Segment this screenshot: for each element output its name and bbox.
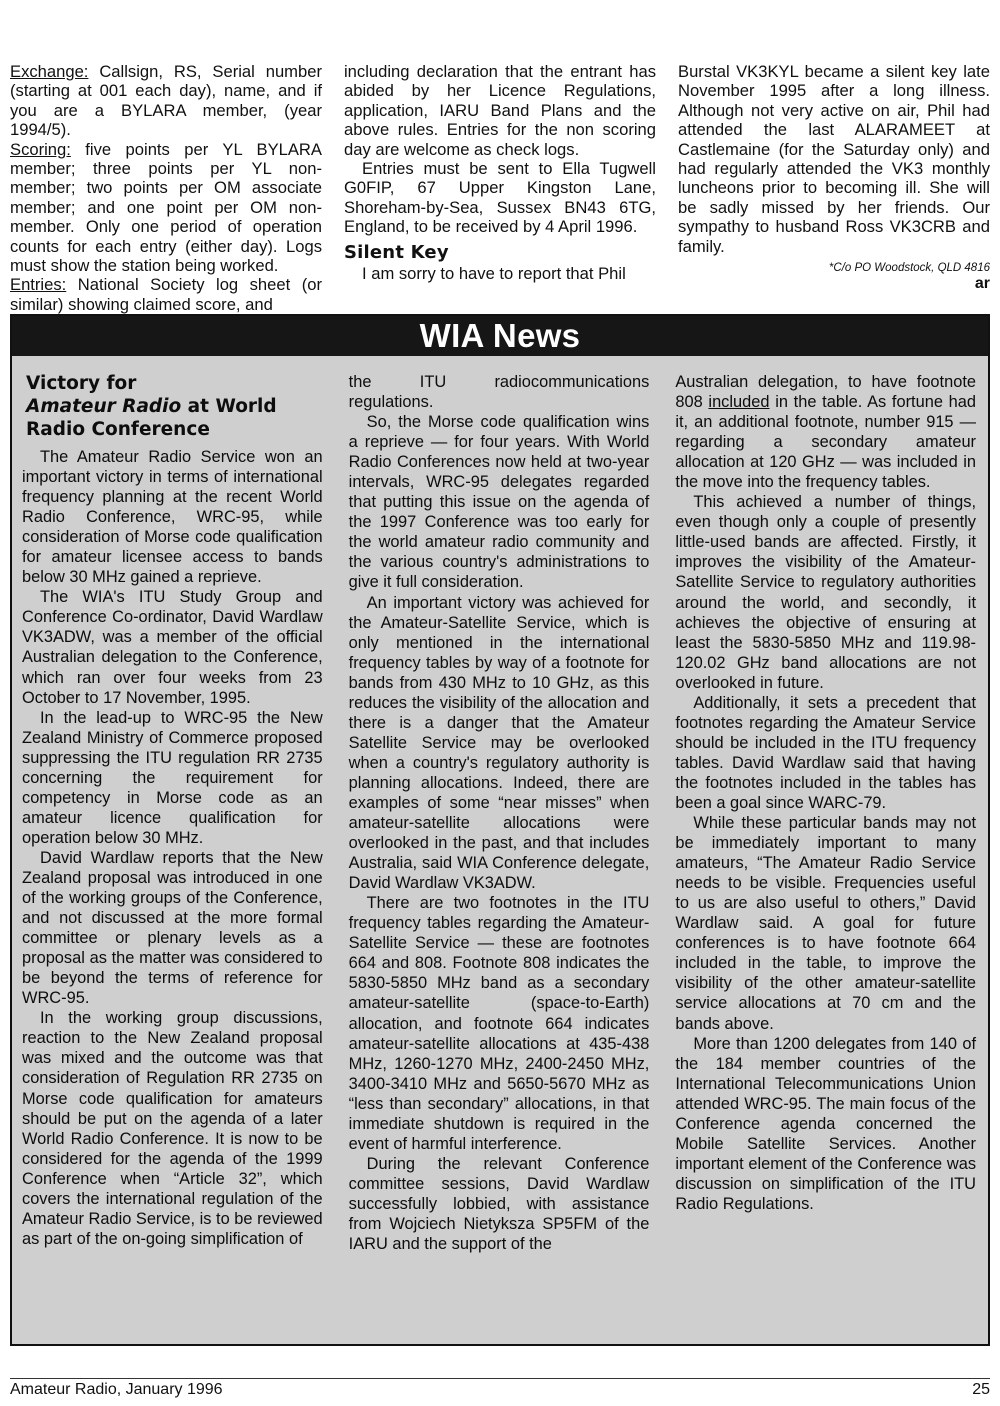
silent-key-paragraph: I am sorry to have to report that Phil [362, 264, 626, 284]
exchange-text: Callsign, RS, Serial number (starting at 001 each day), name, and if you are a BYLARA member, (year 1994/5). [10, 62, 322, 140]
news-paragraph: The WIA's ITU Study Group and Conference Co-ordinator, David Wardlaw VK3ADW, was a member of the official Australian delegation to the Conference, which ran over four weeks from 23 October to 17 November, 1995. [22, 588, 323, 707]
news-paragraph: Additionally, it sets a precedent that footnotes regarding the Amateur Service should be included in the ITU frequency tables. David Wardlaw said that having the footnotes included in the tables has been a goal since WARC-79. [675, 693, 977, 812]
entries-paragraph [10, 275, 322, 314]
footnote-underlined: included [708, 393, 770, 412]
news-column-2 [349, 372, 650, 1338]
entries-label: Entries: [10, 275, 67, 295]
news-paragraph: More than 1200 delegates from 140 of the 184 member countries of the International Telecommunications Union attended WRC-95. The main focus of the Conference agenda concerned the Mobile Satellite Services. Another important element of the Conference was discussion on simplification of the ITU Radio Regulations. [675, 1034, 977, 1213]
news-paragraph: There are two footnotes in the ITU frequency tables regarding the Amateur-Satellite Service — these are footnotes 664 and 808. Footnote 808 indicates the 5830-5850 MHz band as a secondary amateur-satellite (space-to-Earth) allocation, and footnote 664 indicates amateur-satellite allocations at 435-438 MHz, 1260-1270 MHz, 2400-2450 MHz, 3400-3410 MHz and 5650-5670 MHz as “less than secondary” allocations, in that immediate shutdown is required in the event of harmful interference. [348, 894, 650, 1153]
exchange-label: Exchange: [10, 62, 89, 81]
top-column-2 [344, 62, 656, 292]
top-article-columns [10, 62, 990, 314]
footnote-text-b: in the table. As fortune had it, an additional footnote, number 915 — regarding a secondary amateur allocation at 120 GHz — was included in the move into the frequency tables. [675, 393, 977, 492]
news-paragraph: the ITU radiocommunications regulations. [348, 373, 650, 412]
news-paragraph: An important victory was achieved for the Amateur-Satellite Service, which is only mentioned in the international frequency tables by way of a footnote for bands from 430 MHz to 10 GHz, as this reduces the visibility of the allocation and there is a danger that the Amateur Satellite Service may be overlooked when a country's regulatory authority is planning allocations. Indeed, there are examples of some “near misses” when amateur-satellite allocations were overlooked in the past, and that includes Australia, said WIA Conference delegate, David Wardlaw VK3ADW. [348, 593, 650, 893]
footer-publication: Amateur Radio, January 1996 [10, 1381, 223, 1398]
footer-rule [10, 1378, 990, 1379]
heading-rest: at World [181, 396, 277, 417]
entries-text: National Society log sheet (or similar) showing claimed score, and [10, 275, 322, 314]
news-paragraph: The Amateur Radio Service won an important victory in terms of international frequency planning at the recent World Radio Conference, WRC-95, while consideration of Morse code qualification for amateur licensee access to bands below 30 MHz gained a reprieve. [22, 448, 323, 587]
scoring-text: five points per YL BYLARA member; three points per YL non-member; two points per OM associate member; and one point per OM non-member. Only one period of operation counts for each entry (either day). Logs must show the station being worked. [10, 139, 322, 276]
news-paragraph: David Wardlaw reports that the New Zealand proposal was introduced in one of the working groups of the Conference, and not discussed at the more formal committee or plenary levels as a proposal as the matter was considered to be beyond the terms of reference for WRC-95. [22, 848, 323, 1008]
news-paragraph [675, 372, 976, 492]
news-paragraph: While these particular bands may not be immediately important to many amateurs, “The Amateur Radio Service needs to be visible. Frequencies useful to us are also useful to others,” David Wardlaw said. A goal for future conferences is to have footnote 664 included in the table, to improve the visibility of the other amateur-satellite service allocations at 70 cm and the bands above. [675, 814, 977, 1033]
scoring-label: Scoring: [10, 139, 71, 159]
news-paragraph: This achieved a number of things, even though only a couple of presently little-used bands are affected. Firstly, it improves the visibility of the Amateur-Satellite Service to regulatory authorities around the world, and secondly, it achieves the objective of ensuring at least the 5830-5850 MHz and 119.98-120.02 GHz band allocations are not overlooked in future. [675, 493, 977, 692]
wia-news-box [10, 314, 990, 1346]
entries-address-paragraph: Entries must be sent to Ella Tugwell G0FIP, 67 Upper Kingston Lane, Shoreham-by-Sea, Sussex BN43 6TG, England, to be received by 4 April 1996. [344, 159, 656, 237]
news-paragraph: During the relevant Conference committee sessions, David Wardlaw successfully lobbied, with assistance from Wojciech Nietyksza SP5FM of the IARU and the support of the [348, 1154, 650, 1254]
exchange-paragraph [10, 62, 322, 140]
top-column-3 [678, 62, 990, 292]
author-address: *C/o PO Woodstock, QLD 4816 [828, 262, 990, 275]
heading-line-3: Radio Conference [26, 419, 210, 440]
page-number: 25 [972, 1381, 990, 1398]
signoff: ar [974, 275, 990, 293]
news-column-1 [22, 372, 323, 1338]
footnote-text-a: Australian delegation, to have footnote 808 [675, 373, 977, 412]
article-heading [26, 372, 323, 441]
news-column-3 [675, 372, 976, 1338]
news-paragraph: In the lead-up to WRC-95 the New Zealand Ministry of Commerce proposed suppressing the ITU regulation RR 2735 concerning the requirement for competency in Morse code as an amateur licence qualification for operation below 30 MHz. [22, 708, 323, 847]
news-paragraph: So, the Morse code qualification wins a reprieve — for four years. With World Radio Conferences now held at two-year intervals, WRC-95 delegates regarded that putting this issue on the agenda of the 1997 Conference was too early for the world amateur radio community and the various country's administrations to give it full consideration. [348, 413, 650, 592]
declaration-paragraph: including declaration that the entrant has abided by her Licence Regulations, application, IARU Band Plans and the above rules. Entries for the non scoring day are welcome as check logs. [344, 62, 656, 159]
heading-line-1: Victory for [26, 373, 137, 394]
news-paragraph: In the working group discussions, reaction to the New Zealand proposal was mixed and the outcome was that consideration of Regulation RR 2735 on Morse code qualification for amateurs should be put on the agenda of a later World Radio Conference. It is now to be considered for the agenda of the 1999 Conference when “Article 32”, which covers the international regulation of the Amateur Radio Service, is to be reviewed as part of the on-going simplification of [22, 1009, 323, 1248]
heading-italic: Amateur Radio [26, 396, 182, 417]
scoring-paragraph [10, 140, 322, 276]
news-columns [22, 372, 976, 1338]
wia-news-header: WIA News [12, 316, 988, 356]
silent-key-continued: Burstal VK3KYL became a silent key late November 1995 after a long illness. Although not very active on air, Phil had attended the last ALARAMEET at Castlemaine (for the Saturday only) and had regularly attended the VK3 monthly luncheons prior to becoming ill. She will be sadly missed by her friends. Our sympathy to husband Ross VK3CRB and family. [678, 62, 990, 256]
top-column-1 [10, 62, 322, 314]
silent-key-heading: Silent Key [344, 241, 449, 263]
